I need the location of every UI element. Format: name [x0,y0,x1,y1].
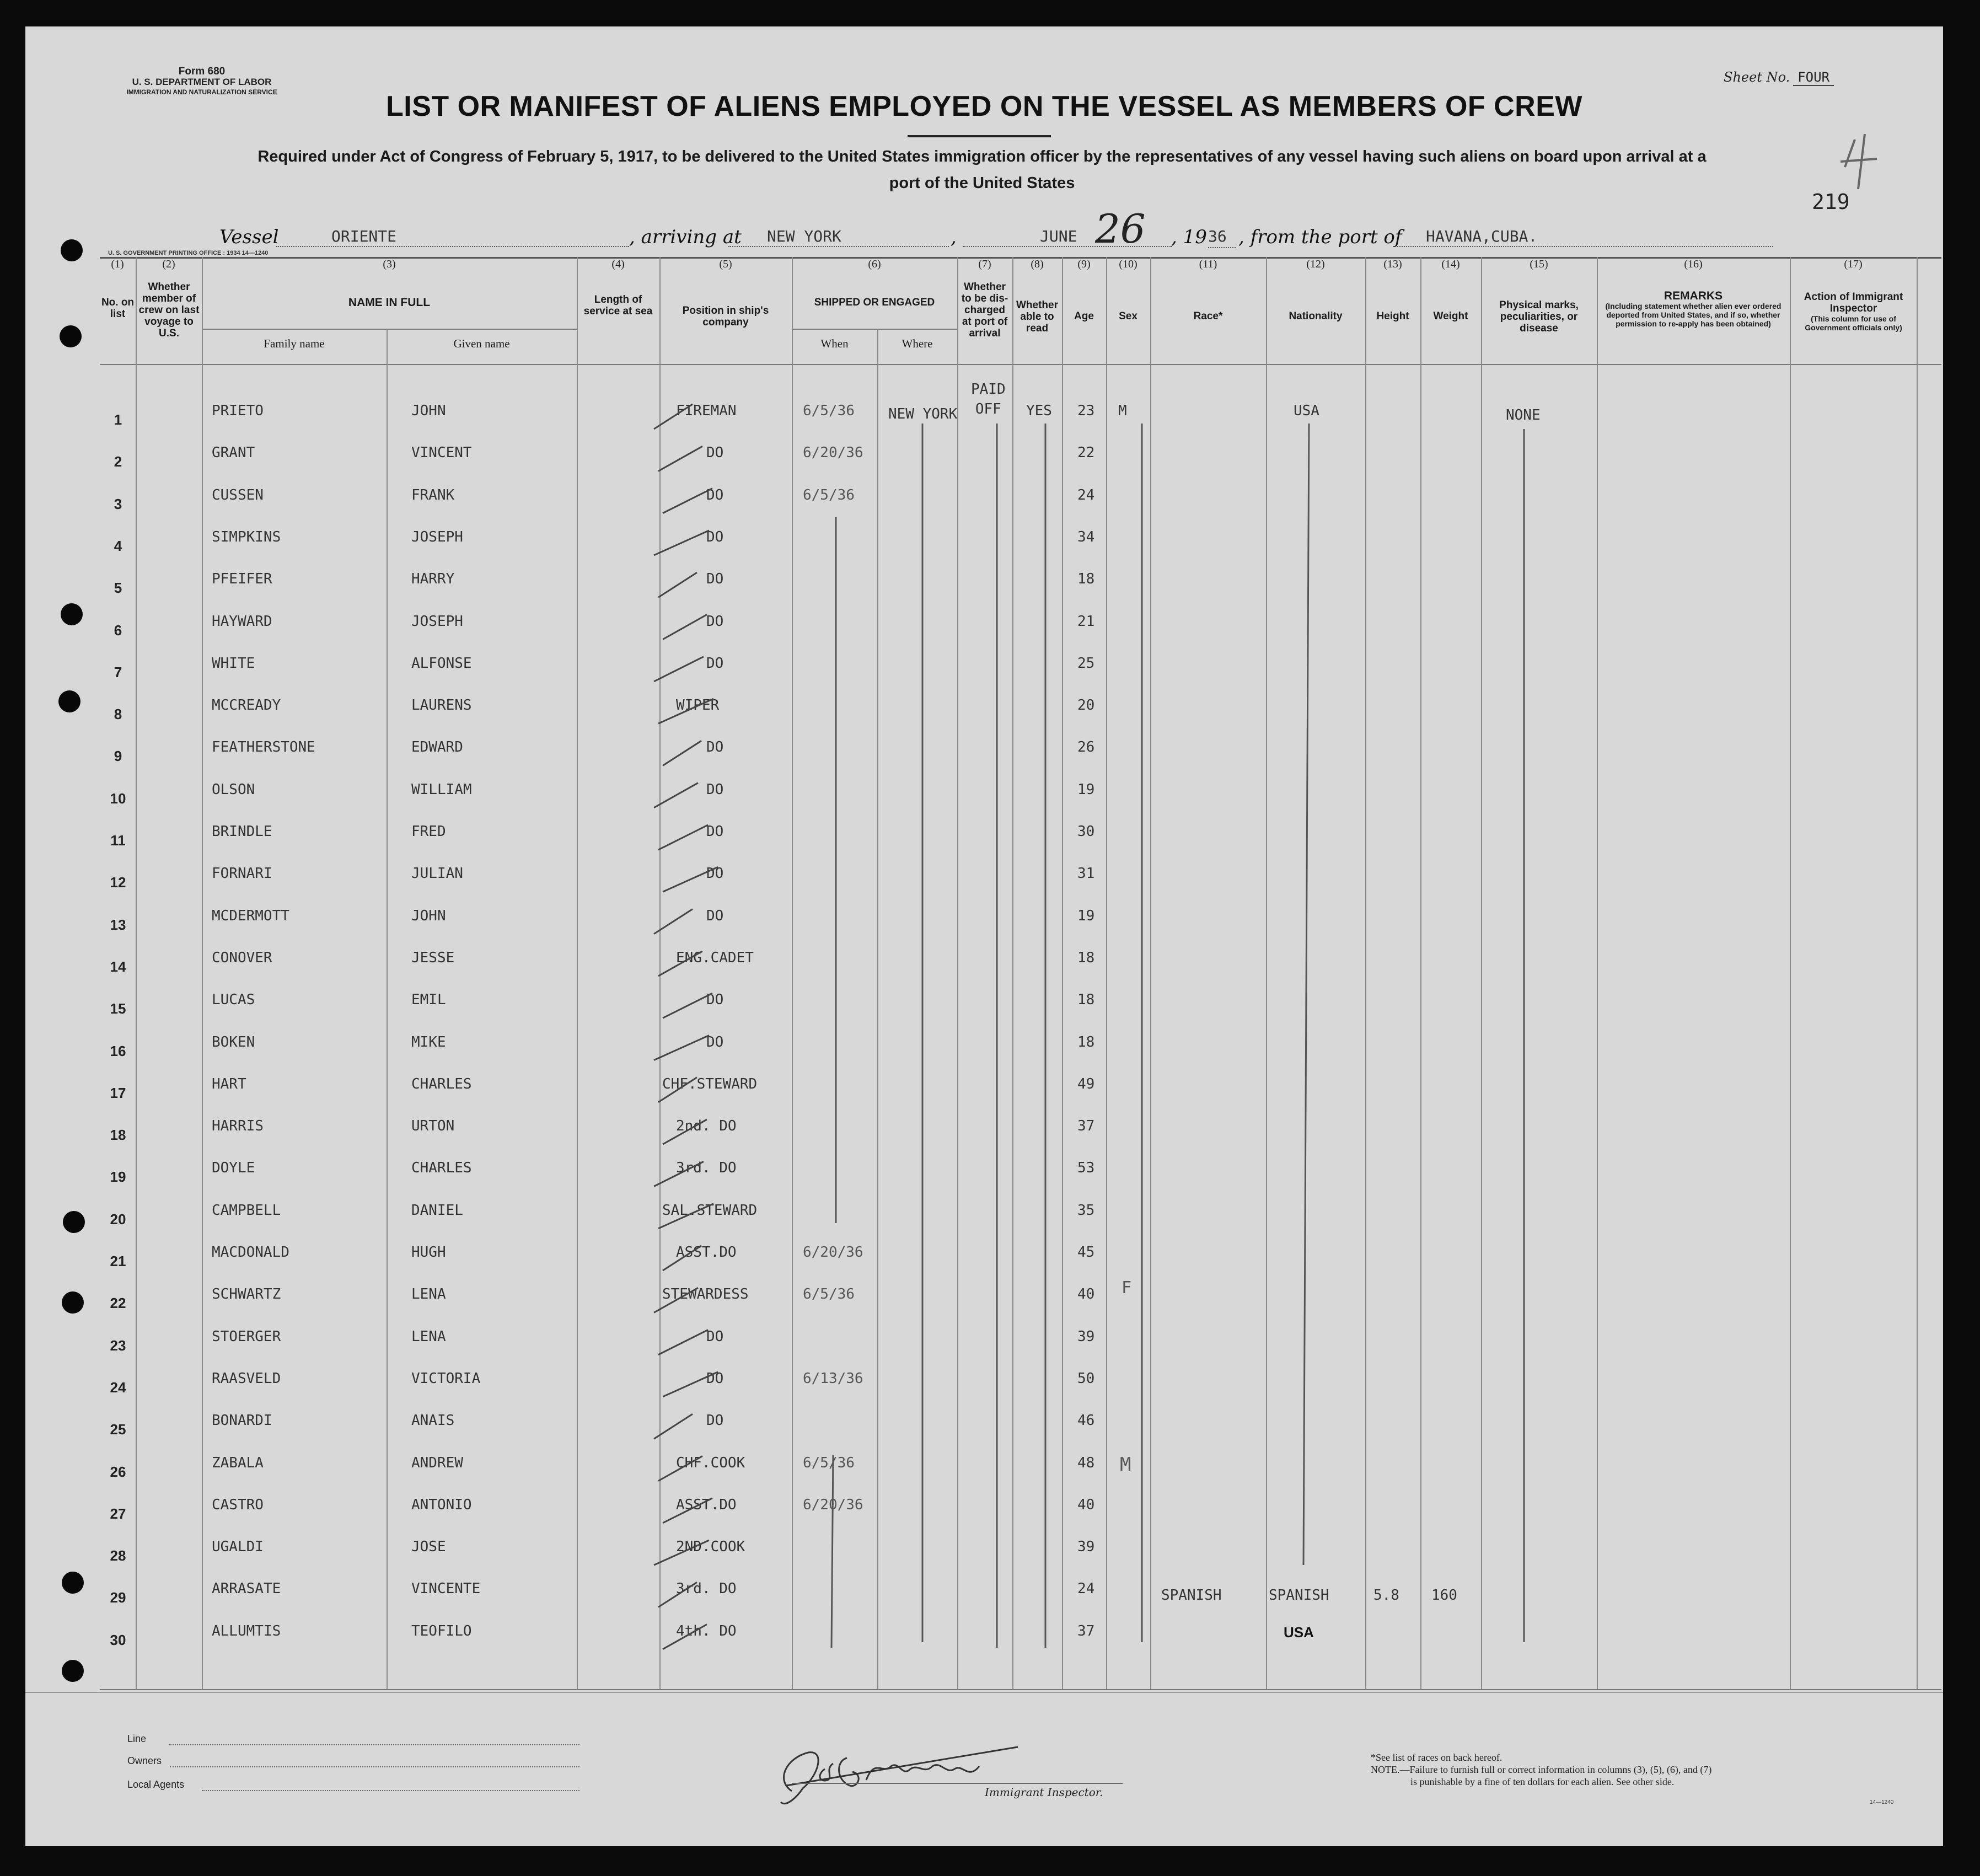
age: 23 [1077,403,1095,419]
row-number: 28 [110,1547,126,1564]
row-number: 29 [110,1589,126,1606]
position: CHF.STEWARD [662,1075,758,1092]
paid-off-note: PAID OFF [971,381,1006,417]
age: 18 [1077,949,1095,966]
family-name: STOERGER [212,1328,281,1345]
header-sex: Sex [1119,310,1137,322]
column-number: (11) [1199,258,1217,270]
line-label: Line [127,1733,147,1744]
family-name: CONOVER [212,949,272,966]
row-number: 22 [110,1295,126,1312]
header-physical-marks: Physical marks, peculiarities, or disease [1499,299,1579,334]
column-number: (4) [611,258,625,270]
arrival-port: NEW YORK [728,226,949,247]
row-number: 6 [114,621,122,639]
given-name: JOSEPH [411,528,463,545]
family-name: DOYLE [212,1160,255,1177]
footnote-penalty: is punishable by a fine of ten dollars for each alien. See other side. [1410,1776,1675,1787]
given-name: CHARLES [411,1075,472,1092]
column-number: (17) [1844,258,1863,270]
age: 48 [1077,1454,1095,1471]
title-underline [908,135,1051,137]
header-able-to-read: Whether able to read [1016,299,1058,334]
column-number: (5) [719,258,732,270]
row-number: 9 [114,748,122,765]
year-prefix: , 19 [1171,226,1207,248]
remarks-title: REMARKS [1664,290,1723,302]
given-name: JULIAN [411,865,463,882]
height-row-29: 5.8 [1373,1587,1399,1604]
family-name: GRANT [212,444,255,462]
position: 3rd. DO [676,1160,737,1177]
given-name: TEOFILO [411,1622,472,1639]
row-number: 17 [110,1084,126,1101]
row-number: 2 [114,453,122,470]
row-number: 3 [114,495,122,512]
age: 46 [1077,1412,1095,1429]
age: 24 [1077,486,1095,503]
header-family-name: Family name [264,337,325,350]
family-name: FORNARI [212,865,272,882]
weight-row-29: 160 [1431,1587,1457,1604]
position: SAL.STEWARD [662,1202,758,1219]
given-name: HUGH [411,1244,446,1261]
family-name: RAASVELD [212,1370,281,1387]
pencil-mark-4 [1834,128,1884,195]
manifest-sheet: Form 680 U. S. DEPARTMENT OF LABOR IMMIGRATION AND NATURALIZATION SERVICE Sheet No. FOUR LIST OR MANIFEST OF ALIENS EMPLOYED ON THE VESSEL AS MEMBERS OF CREW Required under Act of Congress of February 5, 1917, to be delivered to the United States immigration officer by the representatives of any vessel having such aliens on board upon arrival at a port of the United States 219 Vessel ORIENTE , arriving at NEW YORK , JUNE 26 , 19 36 , from the port of HAVANA,CUBA. U. S. GOVERNMENT PRINTING OFFICE : 1934 14—1240 (1) (2) (3) (4) (5) (6) (7) (8) (9) (10) (11) (12) (13) (14) (15) (16) (17) No. on list Whether member of crew on last voyage to U.S. NAME IN FULL Family name Given name Length of service at sea Position in ship's company SHIPPED OR ENGAGED When Where Whether to be dis-charged at port of arrival Whether able to read Age Sex Race* Nationality Height Weight Physical marks, peculiarities, or disease REMARKS (Including statement whether alien ever ordered deported from United States, and if so, whether permission to re-apply has been obtained) Action of Immigrant Inspector (This column for use of Government officials only) 1 PRIETO JOHN FIREMAN 6/5/36 23 2 GRANT VINCENT DO 6/20/36 22 3 CUSSEN FRANK DO 6/5/36 24 4 SIMPKINS JOSEPH DO 34 5 PFEIFER HARRY DO 18 6 HAYWARD JOSEPH DO 21 7 WHITE ALFONSE DO 25 8 MCCREADY LAURENS WIPER 20 9 FEATHERSTONE EDWARD DO 26 10 OLSON WILLIAM DO 19 11 BRINDLE FRED DO 30 12 FORNARI JULIAN DO 31 13 MCDERMOTT JOHN DO 19 14 CONOVER JESSE ENG.CADET 18 15 LUCAS EMIL DO 18 16 BOKEN MIKE DO 18 17 HART CHARLES CHF.STEWARD 49 18 HARRIS URTON 2nd. DO 37 19 DOYLE CHARLES 3rd. DO 53 20 CAMPBELL DANIEL SAL.STEWARD 35 21 MACDONALD HUGH ASST.DO 6/20/36 45 22 SCHWARTZ LENA STEWARDESS 6/5/36 40 23 STOERGER LENA DO 39 24 RAASVELD VICTORIA DO 6/13/36 50 25 BONARDI ANAIS DO 46 26 ZABALA ANDREW CHF.COOK 6/5/36 48 27 CASTRO ANTONIO ASST.DO 6/20/36 40 28 UGALDI JOSE 2ND.COOK 39 29 ARRASATE VINCENTE 3rd. DO 24 30 ALLUMTIS TEOFILO 4th. DO 37 PAID OFF NEW YORK YES M USA NONE F M SPANISH SPANISH 5.8 160 USA Line Owners Local Agents Immigrant Inspector. *See list of races on back hereof. NOTE.—Failure to furnish full or correct information in columns (3), (5), (6), and (7) is punishable by a fine of ten dollars for each alien. See other side. 14—1240 [25,26,1943,1846]
header-where: Where [902,337,933,350]
header-when: When [820,337,849,350]
column-number: (14) [1441,258,1460,270]
family-name: PFEIFER [212,571,272,588]
local-agents-label: Local Agents [127,1779,185,1790]
age: 37 [1077,1118,1095,1135]
position: DO [706,655,724,672]
family-name: CASTRO [212,1496,264,1513]
binder-hole [61,239,83,261]
given-name: JOSE [411,1539,446,1556]
age: 18 [1077,991,1095,1009]
position: FIREMAN [676,403,737,419]
age: 49 [1077,1075,1095,1092]
given-name: LAURENS [411,697,472,714]
family-name: MCCREADY [212,697,281,714]
sheet-number [1724,69,1834,85]
given-name: JOHN [411,907,446,924]
header-race: Race* [1193,310,1223,322]
family-name: HART [212,1075,246,1092]
row-number: 13 [110,916,126,933]
given-name: CHARLES [411,1160,472,1177]
given-name: VINCENT [411,444,472,462]
family-name: ARRASATE [212,1580,281,1598]
column-number: (1) [111,258,124,270]
age: 19 [1077,907,1095,924]
age: 24 [1077,1580,1095,1598]
sheet-label: Sheet No. [1724,69,1790,85]
family-name: SIMPKINS [212,528,281,545]
given-name: EDWARD [411,739,463,756]
requirement-line-2: port of the United States [889,174,1075,192]
position: DO [706,486,724,503]
marks-first: NONE [1506,407,1541,424]
row-number: 27 [110,1505,126,1522]
remarks-subtitle: (Including statement whether alien ever ordered deported from United States, and if so, whether permission to re-apply has been obtained) [1605,302,1782,328]
arriving-label: , arriving at [629,226,742,248]
row-number: 4 [114,537,122,554]
row-number: 30 [110,1631,126,1648]
row-number: 16 [110,1042,126,1059]
given-name: FRED [411,823,446,840]
requirement-text [108,143,1856,196]
row-number: 15 [110,1000,126,1017]
given-name: JESSE [411,949,455,966]
race-row-29: SPANISH [1161,1587,1222,1604]
age: 39 [1077,1539,1095,1556]
row-number: 14 [110,958,126,975]
binder-hole [60,325,82,347]
position: DO [706,444,724,462]
position: 2nd. DO [676,1118,737,1135]
given-name: MIKE [411,1033,446,1050]
position: DO [706,781,724,798]
sex-male-mark: M [1120,1454,1131,1476]
age: 37 [1077,1622,1095,1639]
column-number: (15) [1530,258,1548,270]
row-number: 8 [114,706,122,723]
department: U. S. DEPARTMENT OF LABOR [132,77,272,87]
family-name: CAMPBELL [212,1202,281,1219]
column-number: (16) [1684,258,1703,270]
family-name: PRIETO [212,403,264,419]
shipped-when: 6/13/36 [803,1370,863,1387]
position: ASST.DO [676,1244,737,1261]
given-name: JOSEPH [411,613,463,630]
age: 31 [1077,865,1095,882]
owners-field [170,1766,579,1767]
age: 21 [1077,613,1095,630]
header-crew-last-voyage: Whether member of crew on last voyage to U.S. [138,281,200,339]
header-name-in-full: NAME IN FULL [348,296,431,309]
position: DO [706,613,724,630]
age: 35 [1077,1202,1095,1219]
position: DO [706,865,724,882]
header-inspector-action [1791,291,1915,332]
form-code: 14—1240 [1870,1799,1894,1805]
row-number: 10 [110,790,126,807]
binder-hole [62,1291,84,1314]
family-name: MCDERMOTT [212,907,289,924]
row-number: 1 [114,411,122,428]
binder-hole [62,1660,84,1682]
shipped-when: 6/5/36 [803,1286,855,1303]
nationality-row-30: USA [1284,1624,1314,1641]
form-number: Form 680 [178,66,226,77]
age: 30 [1077,823,1095,840]
age: 19 [1077,781,1095,798]
shipped-when: 6/5/36 [803,1454,855,1471]
nationality-first: USA [1294,403,1319,419]
header-length-of-service: Length of service at sea [583,294,653,317]
row-number: 12 [110,874,126,891]
age: 26 [1077,739,1095,756]
family-name: UGALDI [212,1539,264,1556]
given-name: JOHN [411,403,446,419]
family-name: LUCAS [212,991,255,1009]
age: 39 [1077,1328,1095,1345]
family-name: HAYWARD [212,613,272,630]
age: 20 [1077,697,1095,714]
row-number: 21 [110,1253,126,1269]
given-name: EMIL [411,991,446,1009]
age: 45 [1077,1244,1095,1261]
given-name: WILLIAM [411,781,472,798]
family-name: CUSSEN [212,486,264,503]
binder-hole [63,1211,85,1233]
sex-female-mark: F [1122,1278,1132,1298]
vessel-label: Vessel [219,226,279,248]
position: STEWARDESS [662,1286,749,1303]
family-name: FEATHERSTONE [212,739,315,756]
given-name: FRANK [411,486,455,503]
read-first: YES [1026,403,1052,419]
family-name: MACDONALD [212,1244,289,1261]
family-name: BOKEN [212,1033,255,1050]
age: 18 [1077,571,1095,588]
footnote-note: NOTE.—Failure to furnish full or correct information in columns (3), (5), (6), and (7) [1371,1764,1712,1775]
family-name: SCHWARTZ [212,1286,281,1303]
age: 18 [1077,1033,1095,1050]
inspector-action-title: Action of Immigrant Inspector [1804,291,1903,314]
given-name: ALFONSE [411,655,472,672]
footnotes [1371,1751,1711,1788]
header-shipped-or-engaged: SHIPPED OR ENGAGED [814,297,935,308]
shipped-when: 6/20/36 [803,1496,863,1513]
binder-hole [62,1572,84,1594]
row-number: 25 [110,1421,126,1438]
vessel-name: ORIENTE [276,226,629,247]
given-name: VICTORIA [411,1370,481,1387]
given-name: ANDREW [411,1454,463,1471]
column-number: (6) [868,258,881,270]
given-name: URTON [411,1118,455,1135]
given-name: DANIEL [411,1202,463,1219]
family-name: WHITE [212,655,255,672]
position: DO [706,823,724,840]
family-name: BONARDI [212,1412,272,1429]
age: 40 [1077,1286,1095,1303]
header-given-name: Given name [453,337,510,350]
nationality-row-29: SPANISH [1269,1587,1329,1604]
shipped-when: 6/5/36 [803,486,855,503]
row-number: 18 [110,1127,126,1144]
age: 50 [1077,1370,1095,1387]
column-number: (7) [978,258,991,270]
column-number: (2) [162,258,175,270]
position: CHF.COOK [676,1454,745,1471]
column-number: (8) [1031,258,1044,270]
shipped-when: 6/5/36 [803,403,855,419]
family-name: ZABALA [212,1454,264,1471]
inspector-label: Immigrant Inspector. [985,1786,1103,1799]
header-discharged: Whether to be dis-charged at port of arrival [961,281,1008,339]
position: 4th. DO [676,1622,737,1639]
inspector-signature [764,1736,1040,1813]
binder-hole [58,690,81,712]
family-name: ALLUMTIS [212,1622,281,1639]
position: WIPER [676,697,720,714]
position: DO [706,1033,724,1050]
row-number: 7 [114,663,122,680]
header-age: Age [1074,310,1094,322]
document-title: LIST OR MANIFEST OF ALIENS EMPLOYED ON THE VESSEL AS MEMBERS OF CREW [386,90,1582,122]
position: DO [706,571,724,588]
header-no-on-list: No. on list [101,297,135,320]
sex-first: M [1118,403,1127,419]
position: DO [706,739,724,756]
given-name: ANAIS [411,1412,455,1429]
given-name: VINCENTE [411,1580,481,1598]
position: DO [706,528,724,545]
binder-hole [61,603,83,625]
given-name: LENA [411,1286,446,1303]
footnote-races: *See list of races on back hereof. [1371,1752,1503,1763]
header-weight: Weight [1433,310,1468,322]
age: 34 [1077,528,1095,545]
position: ENG.CADET [676,949,754,966]
header-height: Height [1376,310,1409,322]
where-first: NEW YORK [888,406,958,422]
row-number: 19 [110,1169,126,1186]
family-name: HARRIS [212,1118,264,1135]
position: 3rd. DO [676,1580,737,1598]
shipped-when: 6/20/36 [803,444,863,462]
column-number: (13) [1383,258,1402,270]
header-position: Position in ship's company [682,305,769,328]
given-name: ANTONIO [411,1496,472,1513]
line-field [169,1744,579,1745]
inspector-action-subtitle: (This column for use of Government officials only) [1805,314,1902,332]
local-agents-field [202,1790,579,1791]
arrival-day: 26 [1095,206,1146,252]
position: 2ND.COOK [676,1539,745,1556]
header-nationality: Nationality [1289,310,1343,322]
row-number: 5 [114,580,122,597]
page-number: 219 [1812,190,1850,214]
position: DO [706,1412,724,1429]
column-number: (9) [1077,258,1091,270]
departure-port: HAVANA,CUBA. [1393,226,1773,247]
family-name: BRINDLE [212,823,272,840]
sheet-value: FOUR [1793,69,1834,86]
age: 22 [1077,444,1095,462]
row-number: 11 [110,832,126,849]
family-name: OLSON [212,781,255,798]
row-number: 26 [110,1463,126,1480]
column-number: (12) [1306,258,1325,270]
row-number: 20 [110,1210,126,1228]
given-name: HARRY [411,571,455,588]
position: DO [706,1370,724,1387]
column-number: (10) [1119,258,1137,270]
position: ASST.DO [676,1496,737,1513]
age: 53 [1077,1160,1095,1177]
age: 40 [1077,1496,1095,1513]
position: DO [706,991,724,1009]
arrival-year: 36 [1208,226,1236,248]
position: DO [706,1328,724,1345]
header-remarks [1600,290,1787,328]
owners-label: Owners [127,1755,162,1766]
given-name: LENA [411,1328,446,1345]
shipped-when: 6/20/36 [803,1244,863,1261]
from-port-label: , from the port of [1238,226,1402,248]
service: IMMIGRATION AND NATURALIZATION SERVICE [126,88,277,96]
position: DO [706,907,724,924]
age: 25 [1077,655,1095,672]
row-number: 24 [110,1379,126,1396]
column-number: (3) [383,258,396,270]
row-number: 23 [110,1337,126,1354]
arrival-month: JUNE [963,226,1172,247]
requirement-line-1: Required under Act of Congress of February 5, 1917, to be delivered to the United States immigration officer by the representatives of any vessel having such aliens on board upon arrival at a [257,148,1707,165]
gpo-imprint: U. S. GOVERNMENT PRINTING OFFICE : 1934 14—1240 [108,250,269,256]
